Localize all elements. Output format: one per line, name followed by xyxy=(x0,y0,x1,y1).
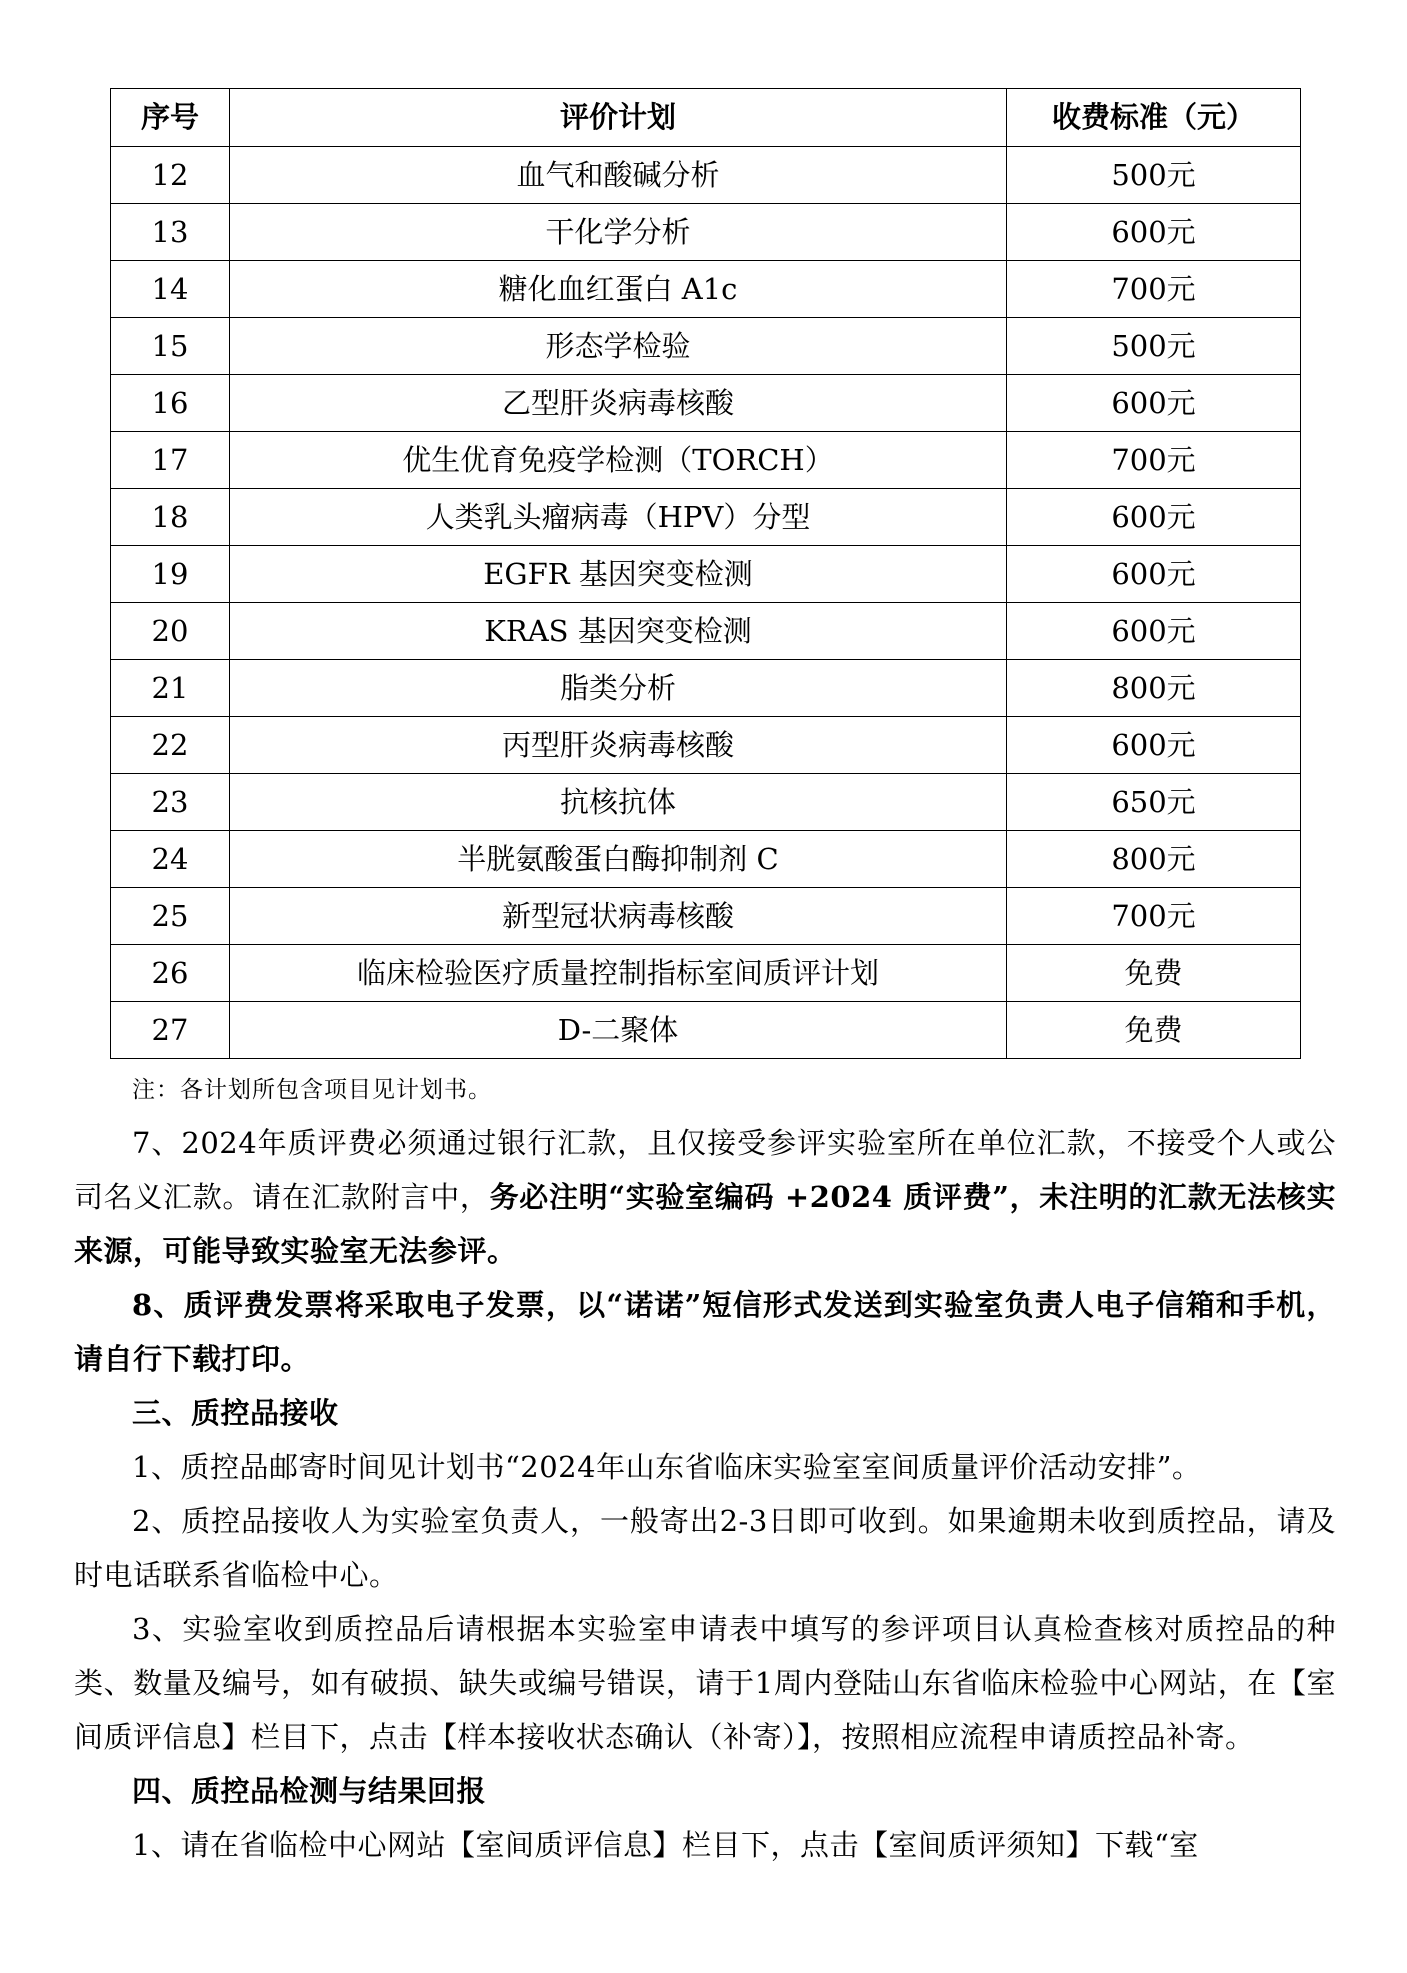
cell-fee: 500元 xyxy=(1007,318,1301,375)
cell-fee: 600元 xyxy=(1007,603,1301,660)
cell-plan: 新型冠状病毒核酸 xyxy=(230,888,1007,945)
cell-fee: 700元 xyxy=(1007,432,1301,489)
table-row xyxy=(111,660,1301,717)
table-row xyxy=(111,945,1301,1002)
section-4-item-1: 1、请在省临检中心网站【室间质评信息】栏目下，点击【室间质评须知】下载“室 xyxy=(132,1828,1199,1862)
section-3-item-3: 3、实验室收到质控品后请根据本实验室申请表中填写的参评项目认真检查核对质控品的种类、数量及编号，如有破损、缺失或编号错误，请于1周内登陆山东省临床检验中心网站，在【室间质评信息】栏目下，点击【样本接收状态确认（补寄）】，按照相应流程申请质控品补寄。 xyxy=(74,1612,1336,1754)
cell-plan: 抗核抗体 xyxy=(230,774,1007,831)
cell-plan: EGFR 基因突变检测 xyxy=(230,546,1007,603)
cell-no: 20 xyxy=(111,603,230,660)
cell-no: 23 xyxy=(111,774,230,831)
table-row xyxy=(111,888,1301,945)
table-row xyxy=(111,432,1301,489)
cell-plan: 脂类分析 xyxy=(230,660,1007,717)
cell-no: 27 xyxy=(111,1002,230,1059)
table-note: 注：各计划所包含项目见计划书。 xyxy=(132,1077,492,1103)
cell-fee: 800元 xyxy=(1007,660,1301,717)
cell-fee: 500元 xyxy=(1007,147,1301,204)
cell-no: 22 xyxy=(111,717,230,774)
cell-fee: 700元 xyxy=(1007,888,1301,945)
paragraph-7-bold: 务必注明“实验室编码 +2024 质评费”，未注明的汇款无法核实来源，可能导致实验室无法参评。 xyxy=(74,1180,1336,1268)
fee-table-container xyxy=(110,88,1300,1059)
cell-fee: 免费 xyxy=(1007,1002,1301,1059)
cell-plan: 人类乳头瘤病毒（HPV）分型 xyxy=(230,489,1007,546)
section-heading-3: 三、质控品接收 xyxy=(132,1396,339,1430)
cell-fee: 600元 xyxy=(1007,717,1301,774)
cell-no: 21 xyxy=(111,660,230,717)
paragraph-7-text: 7、2024年质评费必须通过银行汇款，且仅接受参评实验室所在单位汇款，不接受个人或公司名义汇款。请在汇款附言中， xyxy=(74,1126,1336,1214)
cell-no: 13 xyxy=(111,204,230,261)
cell-no: 17 xyxy=(111,432,230,489)
cell-plan: 血气和酸碱分析 xyxy=(230,147,1007,204)
paragraph-7 xyxy=(74,1116,1336,1278)
body-text xyxy=(74,1116,1336,1872)
cell-plan: 糖化血红蛋白 A1c xyxy=(230,261,1007,318)
table-row xyxy=(111,717,1301,774)
table-row xyxy=(111,603,1301,660)
table-header-row xyxy=(111,89,1301,147)
cell-plan: 临床检验医疗质量控制指标室间质评计划 xyxy=(230,945,1007,1002)
table-row xyxy=(111,831,1301,888)
section-heading-4: 四、质控品检测与结果回报 xyxy=(132,1774,487,1808)
cell-no: 16 xyxy=(111,375,230,432)
table-body xyxy=(111,147,1301,1059)
cell-fee: 600元 xyxy=(1007,546,1301,603)
cell-fee: 800元 xyxy=(1007,831,1301,888)
table-row xyxy=(111,774,1301,831)
cell-fee: 600元 xyxy=(1007,489,1301,546)
section-3-item-2: 2、质控品接收人为实验室负责人，一般寄出2-3日即可收到。如果逾期未收到质控品，请及时电话联系省临检中心。 xyxy=(74,1504,1336,1592)
cell-plan: 半胱氨酸蛋白酶抑制剂 C xyxy=(230,831,1007,888)
cell-no: 12 xyxy=(111,147,230,204)
table-row xyxy=(111,375,1301,432)
cell-plan: 形态学检验 xyxy=(230,318,1007,375)
cell-plan: 乙型肝炎病毒核酸 xyxy=(230,375,1007,432)
table-row xyxy=(111,261,1301,318)
table-row xyxy=(111,318,1301,375)
cell-plan: 优生优育免疫学检测（TORCH） xyxy=(230,432,1007,489)
cell-fee: 600元 xyxy=(1007,204,1301,261)
cell-no: 18 xyxy=(111,489,230,546)
header-plan: 评价计划 xyxy=(230,89,1007,147)
cell-plan: 干化学分析 xyxy=(230,204,1007,261)
paragraph-8: 8、质评费发票将采取电子发票，以“诺诺”短信形式发送到实验室负责人电子信箱和手机，请自行下载打印。 xyxy=(74,1288,1336,1376)
cell-no: 19 xyxy=(111,546,230,603)
cell-no: 15 xyxy=(111,318,230,375)
cell-fee: 600元 xyxy=(1007,375,1301,432)
cell-no: 26 xyxy=(111,945,230,1002)
header-fee: 收费标准（元） xyxy=(1007,89,1301,147)
cell-no: 14 xyxy=(111,261,230,318)
table-row xyxy=(111,147,1301,204)
cell-plan: KRAS 基因突变检测 xyxy=(230,603,1007,660)
cell-plan: D-二聚体 xyxy=(230,1002,1007,1059)
cell-fee: 650元 xyxy=(1007,774,1301,831)
cell-no: 24 xyxy=(111,831,230,888)
table-row xyxy=(111,1002,1301,1059)
table-row xyxy=(111,489,1301,546)
fee-table xyxy=(110,88,1301,1059)
cell-fee: 免费 xyxy=(1007,945,1301,1002)
section-3-item-1: 1、质控品邮寄时间见计划书“2024年山东省临床实验室室间质量评价活动安排”。 xyxy=(132,1450,1202,1484)
cell-plan: 丙型肝炎病毒核酸 xyxy=(230,717,1007,774)
cell-fee: 700元 xyxy=(1007,261,1301,318)
table-row xyxy=(111,204,1301,261)
cell-no: 25 xyxy=(111,888,230,945)
table-row xyxy=(111,546,1301,603)
header-number: 序号 xyxy=(111,89,230,147)
